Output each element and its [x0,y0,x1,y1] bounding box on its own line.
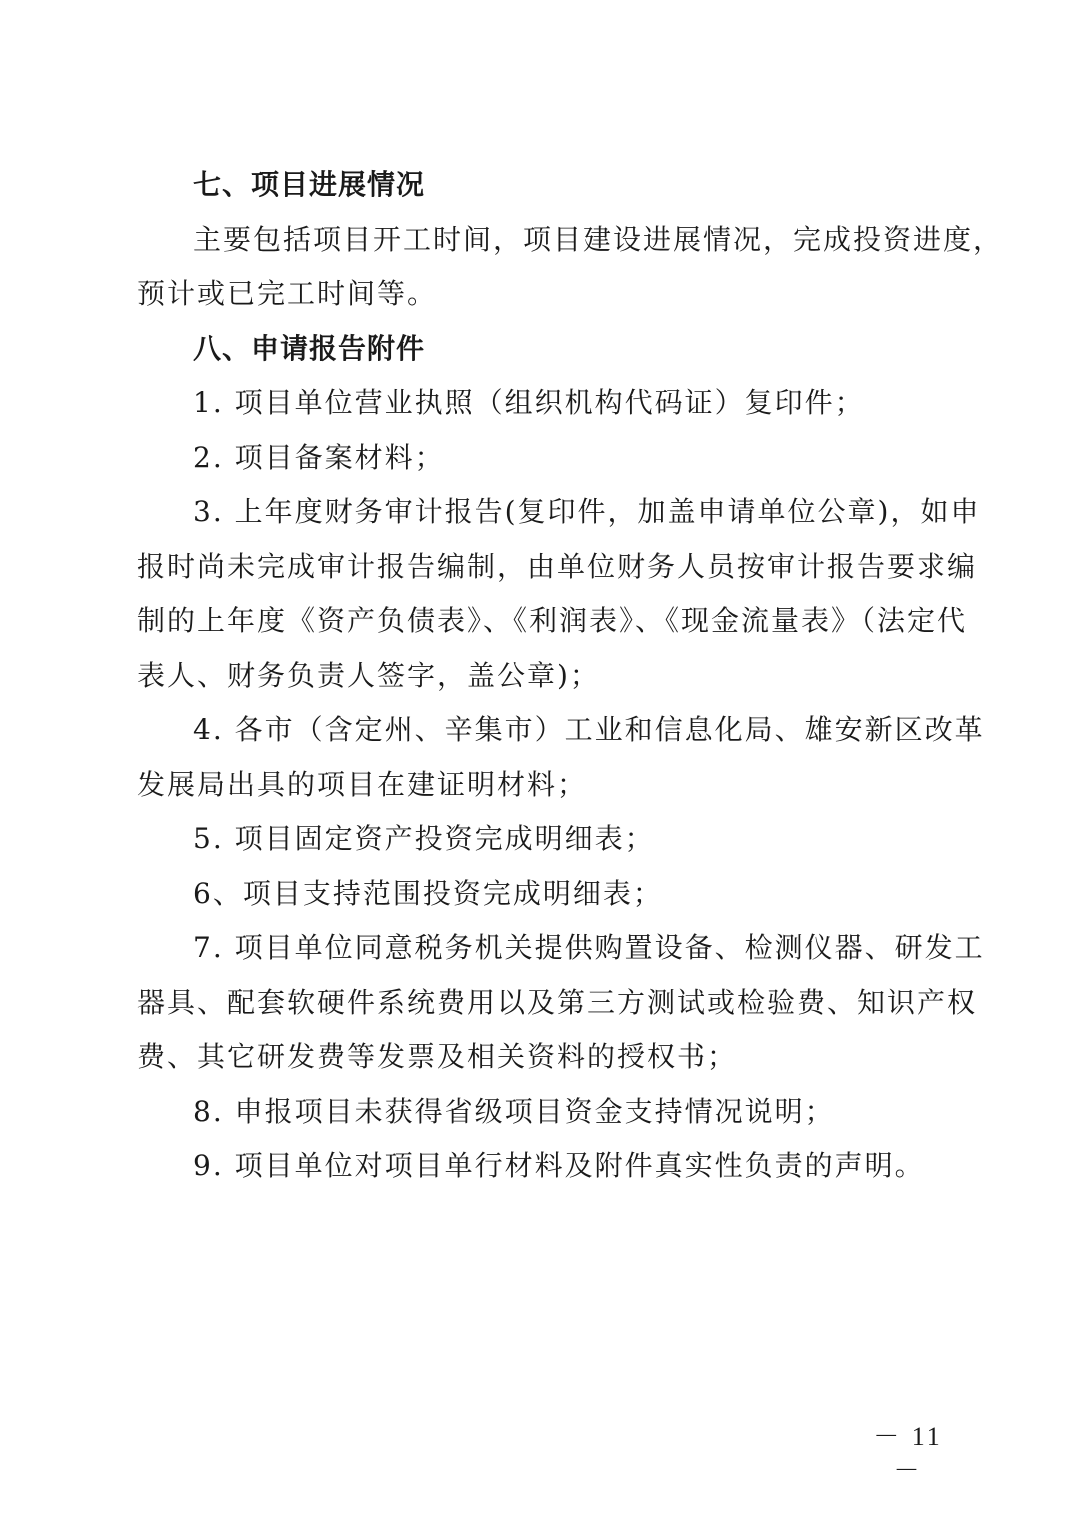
text-line: 器具、配套软硬件系统费用以及第三方测试或检验费、知识产权 [137,985,978,1019]
text-line: 9. 项目单位对项目单行材料及附件真实性负责的声明。 [193,1149,925,1182]
text-line: 表人、财务负责人签字，盖公章)； [137,658,600,692]
attachment-item-8 [137,1085,945,1140]
text-line: 2. 项目备案材料； [193,440,445,474]
text-line: 费、其它研发费等发票及相关资料的授权书； [137,1040,738,1073]
attachment-item-1 [137,376,945,431]
text-line: 3. 上年度财务审计报告(复印件，加盖申请单位公章)，如申 [193,495,981,528]
text-line: 5. 项目固定资产投资完成明细表； [193,822,655,855]
text-line: 主要包括项目开工时间，项目建设进展情况，完成投资进度， [193,222,1004,256]
text-line: 7. 项目单位同意税务机关提供购置设备、检测仪器、研发工 [193,931,985,964]
paragraph-progress [137,213,1004,322]
text-line: 制的上年度《资产负债表》、《利润表》、《现金流量表》（法定代 [137,604,968,637]
text-line: 预计或已完工时间等。 [137,277,438,310]
attachment-item-5 [137,812,945,867]
attachment-item-6 [137,867,945,922]
attachment-item-9 [137,1139,945,1194]
text-line: 报时尚未完成审计报告编制，由单位财务人员按审计报告要求编 [137,549,978,583]
text-line: 6、项目支持范围投资完成明细表； [193,876,663,910]
attachment-item-2 [137,431,945,486]
text-line: 发展局出具的项目在建证明材料； [137,767,588,801]
page-number: － 11 － [873,1422,943,1485]
section-heading-attachments: 八、申请报告附件 [193,331,426,365]
document-body [137,158,1004,1194]
text-line: 8. 申报项目未获得省级项目资金支持情况说明； [193,1094,835,1128]
attachment-item-7 [137,921,985,1085]
attachment-item-4 [137,703,985,812]
attachment-item-3 [137,485,981,703]
text-line: 4. 各市（含定州、辛集市）工业和信息化局、雄安新区改革 [193,713,985,746]
text-line: 1. 项目单位营业执照（组织机构代码证）复印件； [193,386,865,419]
section-heading-progress: 七、项目进展情况 [193,168,426,201]
